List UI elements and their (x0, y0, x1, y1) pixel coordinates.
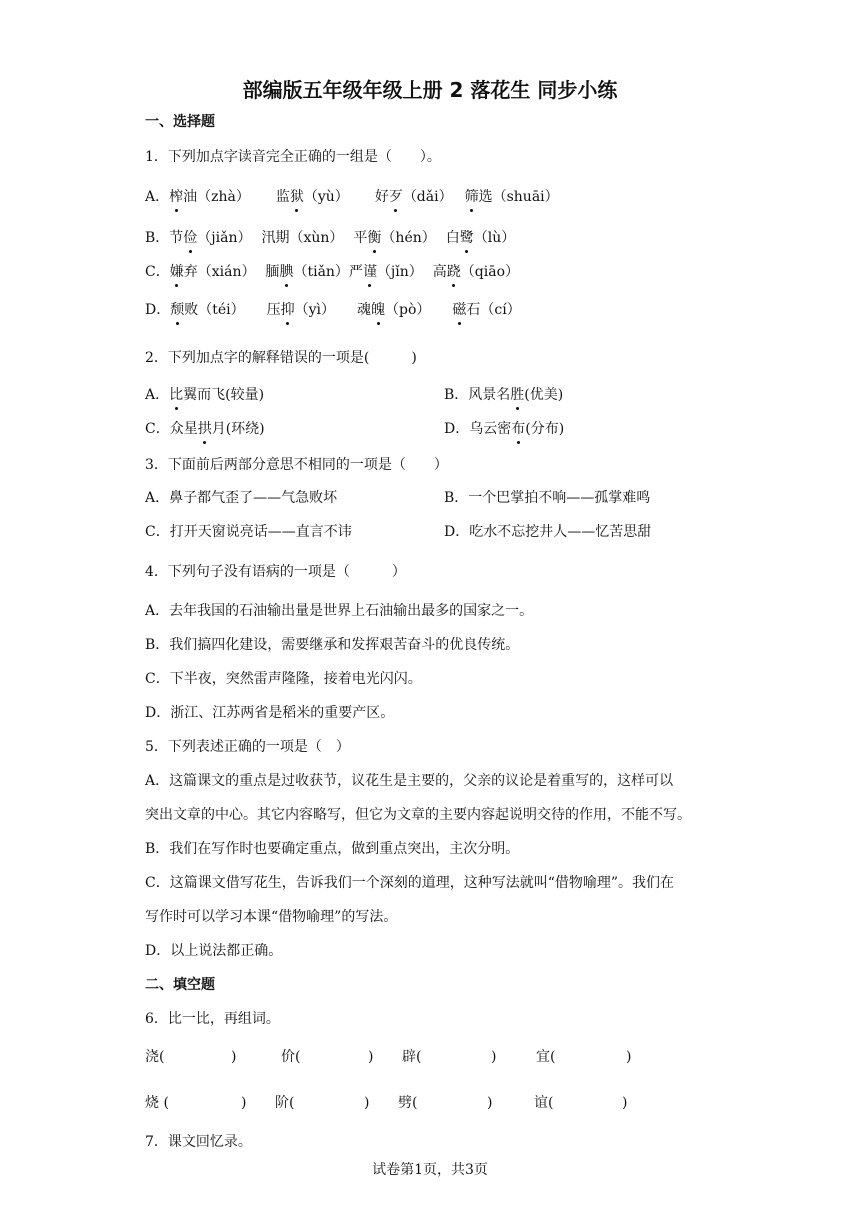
question-5-option-d: D．以上说法都正确。 (145, 943, 283, 959)
option-text: 油（zhà） (183, 189, 250, 205)
dotted-char: 布 (511, 421, 526, 437)
option-text: 败（téi） (184, 302, 245, 318)
option-text: 选（shuāi） (478, 189, 559, 205)
word-char: 烧 ( (145, 1095, 169, 1111)
question-5-option-b: B．我们在写作时也要确定重点，做到重点突出，主次分明。 (145, 841, 520, 857)
question-5-option-c-line1: C．这篇课文借写花生，告诉我们一个深刻的道理，这种写法就叫“借物喻理”。我们在 (145, 875, 675, 891)
option-label: D． (145, 302, 171, 318)
dotted-char: 衡 (367, 230, 382, 246)
option-text: 月(环绕) (211, 421, 265, 437)
blank-close: ) (626, 1049, 632, 1065)
question-3-option-b: B．一个巴掌拍不响——孤掌难鸣 (444, 490, 651, 506)
option-text: C．众星 (145, 421, 198, 437)
section-fill-heading: 二、填空题 (145, 977, 215, 993)
page-title: 部编版五年级年级上册 2 落花生 同步小练 (242, 78, 618, 102)
word-char: 谊( (534, 1095, 554, 1111)
option-text: 期（xùn） (275, 230, 344, 246)
dotted-char: 狱 (289, 189, 304, 205)
word-char: 劈( (398, 1095, 418, 1111)
dotted-char: 跷 (446, 264, 461, 280)
question-2-stem: 2．下列加点字的解释错误的一项是( ) (145, 350, 417, 366)
option-text: (分布) (525, 421, 565, 437)
option-text: （jǐn） (376, 264, 423, 280)
option-text: 翼而飞(较量) (183, 387, 265, 403)
question-1-option-a-line (145, 187, 745, 207)
question-5-option-a-line2: 突出文章的中心。其它内容略写，但它为文章的主要内容起说明交待的作用，不能不写。 (145, 807, 691, 823)
option-text: （hén） (381, 230, 436, 246)
option-text: (优美) (524, 387, 564, 403)
question-5-option-c-line2: 写作时可以学习本课“借物喻理”的写法。 (145, 909, 398, 925)
question-5-option-a-line1: A．这篇课文的重点是过收获节，议花生是主要的，父亲的议论是着重写的，这样可以 (145, 773, 674, 789)
dotted-char: 腆 (279, 264, 294, 280)
option-text: 狱（yù） (289, 189, 349, 205)
question-5-stem: 5．下列表述正确的一项是（ ） (145, 739, 350, 755)
question-4-option-a: A．去年我国的石油输出量是世界上石油输出最多的国家之一。 (145, 603, 534, 619)
option-text: （tiǎn）严 (293, 264, 363, 280)
option-text: 石（cí） (466, 302, 521, 318)
option-label: A． (145, 189, 170, 205)
blank-close: ) (622, 1095, 628, 1111)
dotted-char: 胜 (510, 387, 525, 403)
dotted-char: 俭 (183, 230, 198, 246)
blank-close: ) (364, 1095, 370, 1111)
option-text: B．节 (145, 230, 184, 246)
option-text: （jiǎn） (197, 230, 252, 246)
dotted-char: 嫌 (169, 264, 184, 280)
question-4-option-d: D．浙江、江苏两省是稻米的重要产区。 (145, 705, 395, 721)
question-2-option-a (145, 385, 264, 405)
question-2-option-c (145, 419, 265, 439)
question-7-stem: 7．课文回忆录。 (145, 1134, 252, 1150)
question-1-option-b-line (145, 228, 515, 248)
option-text: D．乌云密 (444, 421, 512, 437)
question-4-option-c: C．下半夜，突然雷声隆隆，接着电光闪闪。 (145, 671, 422, 687)
question-1-option-c-line (145, 262, 519, 282)
dotted-char: 鹭 (459, 230, 474, 246)
question-1-option-d-line (145, 300, 521, 320)
option-text: （yì） (294, 302, 336, 318)
dotted-char: 抑 (280, 302, 295, 318)
question-6-row-1 (0, 1047, 860, 1067)
option-text: 歹（dǎi） (388, 189, 453, 205)
option-text: 魂 (357, 302, 372, 318)
dotted-char: 魄 (371, 302, 386, 318)
dotted-char: 磁 (452, 302, 467, 318)
blank-close: ) (241, 1095, 247, 1111)
dotted-char: 颓 (170, 302, 185, 318)
option-text: （lù） (473, 230, 516, 246)
option-text: 高 (432, 264, 447, 280)
option-text: B．风景名 (444, 387, 511, 403)
word-char: 辟( (402, 1049, 422, 1065)
blank-close: ) (368, 1049, 374, 1065)
option-text: （pò） (385, 302, 431, 318)
option-text: 平 (353, 230, 368, 246)
option-text: 汛 (261, 230, 276, 246)
option-text: 压 (266, 302, 281, 318)
question-2-option-d (444, 419, 564, 439)
dotted-char: 谨 (362, 264, 377, 280)
dotted-char: 歹 (388, 189, 403, 205)
word-char: 价( (281, 1049, 301, 1065)
option-text: 弃（xián） (183, 264, 256, 280)
dotted-char: 筛 (464, 189, 479, 205)
question-6-stem: 6．比一比，再组词。 (145, 1011, 280, 1027)
question-3-stem: 3．下面前后两部分意思不相同的一项是（ ） (145, 457, 448, 473)
question-4-option-b: B．我们搞四化建设，需要继承和发挥艰苦奋斗的优良传统。 (145, 637, 520, 653)
option-label: C． (145, 264, 170, 280)
option-text: 白 (445, 230, 460, 246)
question-2-option-b (444, 385, 563, 405)
option-text: （qiāo） (460, 264, 519, 280)
dotted-char: 比 (169, 387, 184, 403)
option-text: 监 (275, 189, 290, 205)
question-3-option-c: C．打开天窗说亮话——直言不讳 (145, 524, 352, 540)
page-footer: 试卷第1页，共3页 (372, 1162, 488, 1178)
question-4-stem: 4．下列句子没有语病的一项是（ ） (145, 564, 406, 580)
dotted-char: 拱 (197, 421, 212, 437)
option-label: A． (145, 387, 170, 403)
word-char: 宜( (536, 1049, 556, 1065)
dotted-char: 榨 (169, 189, 184, 205)
question-3-option-a: A．鼻子都气歪了——气急败坏 (145, 490, 338, 506)
word-char: 阶( (275, 1095, 295, 1111)
question-3-option-d: D．吃水不忘挖井人——忆苦思甜 (444, 524, 652, 540)
blank-close: ) (231, 1049, 237, 1065)
option-text: 好 (374, 189, 389, 205)
option-text: 腼 (265, 264, 280, 280)
blank-close: ) (491, 1049, 497, 1065)
section-choice-heading: 一、选择题 (145, 114, 215, 130)
blank-close: ) (487, 1095, 493, 1111)
word-char: 浇( (145, 1049, 165, 1065)
question-6-row-2 (0, 1093, 860, 1113)
question-1-stem: 1．下列加点字读音完全正确的一组是（ ）。 (145, 149, 441, 165)
